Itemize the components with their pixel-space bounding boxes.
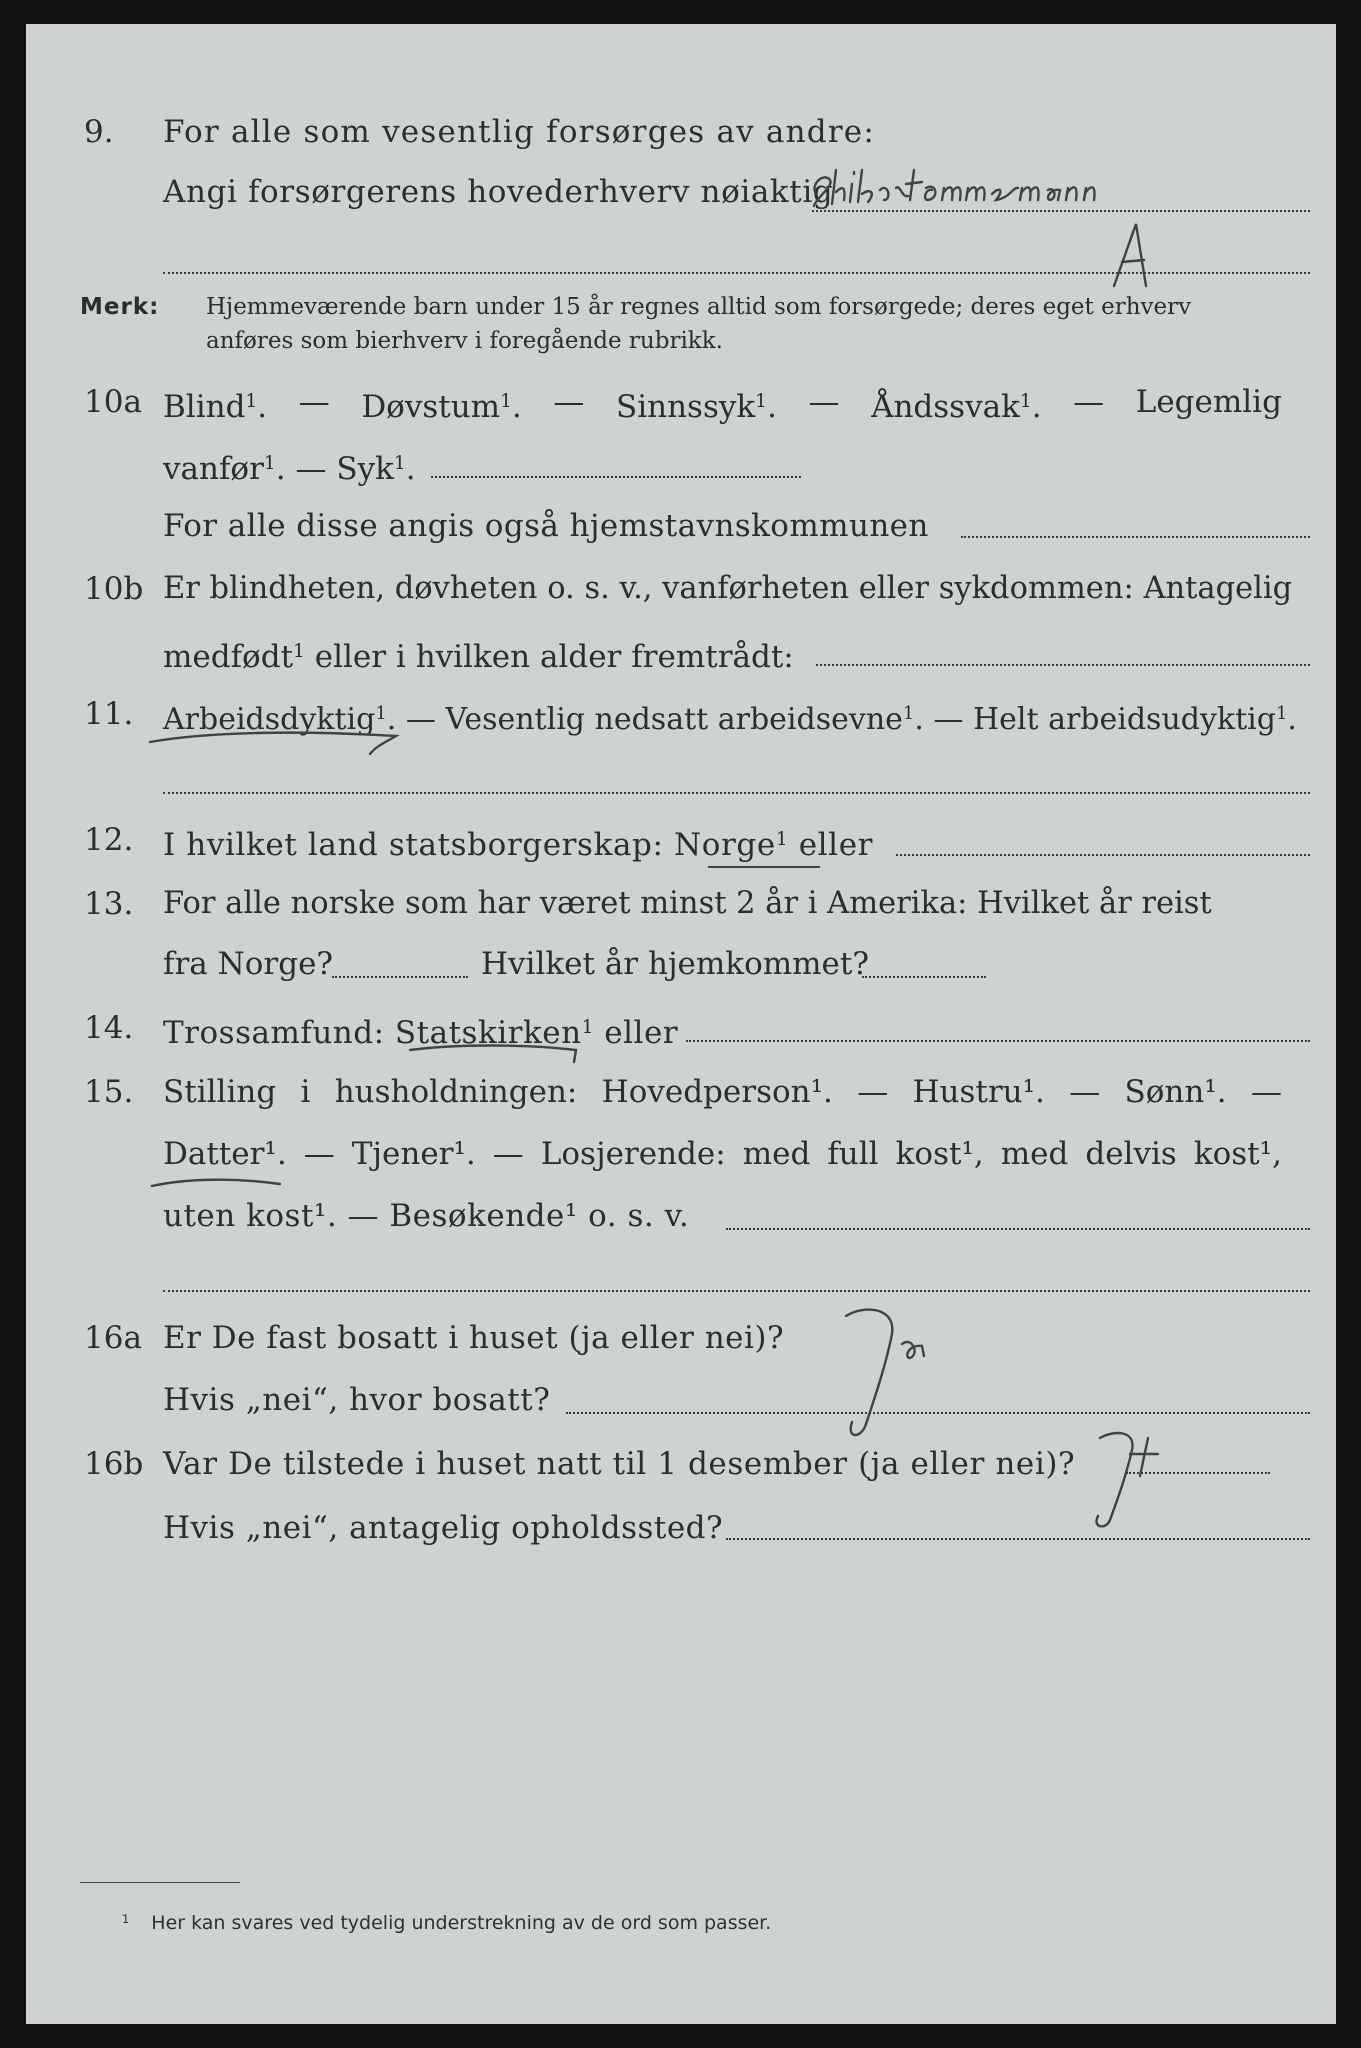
q9-text-2: Angi forsørgerens hovederhverv nøiaktig (163, 174, 834, 210)
footnote-mark: 1 (122, 1912, 130, 1926)
q9-handwritten-mark (1106, 216, 1166, 296)
q15-w: full (827, 1136, 879, 1172)
q11-nedsatt: — Vesentlig nedsatt arbeidsevne (405, 701, 903, 737)
q13-number: 13. (84, 886, 134, 922)
q11-text: Arbeidsdyktig$^1$. — Vesentlig nedsatt arbeidsevne$^1$. — Helt arbeidsudyktig$^1$. (163, 701, 1297, 737)
q15-w: husholdningen: (334, 1074, 578, 1110)
q15-text-3: uten kost¹. — Besøkende¹ o. s. v. (163, 1198, 690, 1234)
q15-line1-words (163, 1072, 1282, 1112)
q13-reist-line (332, 976, 468, 978)
q16b-number: 16b (84, 1446, 144, 1482)
q15-w: med (742, 1136, 811, 1172)
q15-losjerende: Losjerende: (540, 1136, 726, 1172)
q9-number: 9. (84, 114, 114, 150)
q13-hjemkommet-line (862, 976, 986, 978)
dash: — (1069, 1074, 1101, 1110)
q11-answer-line (163, 792, 1310, 794)
q16b-answer-line-1 (1126, 1472, 1270, 1474)
q15-line2-words (163, 1134, 1282, 1174)
q11-number: 11. (84, 696, 134, 732)
q10a-syk-line (431, 476, 801, 478)
dash: — (857, 1074, 889, 1110)
q15-tjener: Tjener¹. (351, 1136, 476, 1172)
q11-handwritten-underline (146, 724, 406, 764)
census-form-page (26, 24, 1336, 2024)
q10b-line2-text: medfødt$^1$ eller i hvilken alder fremtrådt: (163, 639, 794, 676)
q12-norge-underline (708, 866, 820, 868)
q15-answer-line (726, 1228, 1310, 1230)
q10a-syk: — Syk (295, 451, 394, 488)
footnote (122, 1912, 771, 1934)
q9-answer-line-2 (163, 272, 1310, 274)
q16b-handwritten-answer (1066, 1424, 1186, 1544)
q12-label: I hvilket land statsborgerskap: (163, 827, 664, 864)
q16a-handwritten-answer (816, 1294, 986, 1464)
q10a-line2-text: vanfør$^1$. — Syk$^1$. (163, 451, 416, 488)
q15-sonn: Sønn¹. (1124, 1074, 1227, 1110)
dash: — (1073, 384, 1105, 420)
q10a-dovstum: Døvstum (361, 389, 501, 426)
q11-udyktig: — Helt arbeidsudyktig (933, 701, 1276, 737)
q14-answer-line (686, 1040, 1310, 1042)
q12-text: I hvilket land statsborgerskap: Norge$^1$ eller (163, 827, 874, 864)
q16b-text-1: Var De tilstede i huset natt til 1 desember (ja eller nei)? (163, 1446, 1076, 1482)
q14-eller: eller (604, 1015, 679, 1052)
q15-w: med (1000, 1136, 1069, 1172)
q16b-text-2: Hvis „nei“, antagelig opholdssted? (163, 1510, 724, 1546)
dash: — (808, 384, 840, 420)
dash: — (492, 1136, 524, 1172)
q15-w: Stilling (163, 1074, 277, 1110)
q12-norge: Norge (674, 827, 776, 864)
q15-hustru: Hustru¹. (912, 1074, 1045, 1110)
q15-hovedperson: Hovedperson¹. (601, 1074, 833, 1110)
q15-datter: Datter¹. (163, 1136, 287, 1172)
q14-label: Trossamfund: (163, 1015, 385, 1052)
q12-eller: eller (798, 827, 874, 864)
q15-w: kost¹, (1193, 1136, 1282, 1172)
merk-text: Hjemmeværende barn under 15 år regnes alltid som forsørgede; deres eget erhverv anføres som bierhverv i foregående rubrikk. (206, 294, 1192, 354)
q12-answer-line (896, 854, 1310, 856)
q16a-number: 16a (84, 1320, 142, 1356)
footnote-rule (80, 1882, 240, 1883)
dash: — (553, 384, 585, 420)
q9-handwritten-answer (796, 164, 1336, 214)
q14-statskirken: Statskirken (394, 1015, 582, 1052)
q14-text: Trossamfund: Statskirken$^1$ eller (163, 1015, 679, 1052)
q10a-sinnssyk: Sinnssyk (615, 389, 756, 426)
q10a-blind: Blind (163, 389, 246, 426)
q15-w: kost¹, (895, 1136, 984, 1172)
q10a-andssvak: Åndssvak (871, 389, 1020, 426)
dash: — (303, 1136, 335, 1172)
q10b-answer-line (816, 664, 1310, 666)
q15-answer-line-2 (163, 1290, 1310, 1292)
q10a-number: 10a (84, 384, 142, 420)
q10b-alder: eller i hvilken alder fremtrådt: (304, 639, 794, 676)
merk-label: Merk: (80, 294, 160, 320)
q10a-options: Blind$^1$. — Døvstum$^1$. — Sinnssyk$^1$. — Åndssvak$^1$. — Legemlig (163, 384, 1282, 426)
q13-hjemkommet: Hvilket år hjemkommet? (481, 946, 869, 982)
q16a-text-1: Er De fast bosatt i huset (ja eller nei)? (163, 1320, 785, 1356)
dash: — (1250, 1074, 1282, 1110)
q10a-answer-line (961, 536, 1310, 538)
q13-text-1: For alle norske som har været minst 2 år i Amerika: Hvilket år reist (163, 886, 1212, 921)
q10a-text-3: For alle disse angis også hjemstavnskommunen (163, 508, 929, 544)
q15-w: i (300, 1074, 311, 1110)
q16b-answer-line-2 (726, 1538, 1310, 1540)
dash: — (298, 384, 330, 420)
q15-number: 15. (84, 1074, 134, 1110)
q10a-vanfor: vanfør (163, 451, 264, 488)
q16a-answer-line (566, 1412, 1310, 1414)
q10b-number: 10b (84, 571, 144, 607)
footnote-text: Her kan svares ved tydelig understrekning av de ord som passer. (151, 1912, 772, 1935)
q12-number: 12. (84, 822, 134, 858)
q10b-medfodt: medfødt (163, 639, 294, 676)
q10a-legemlig: Legemlig (1135, 384, 1282, 420)
q14-handwritten-underline (406, 1040, 586, 1070)
q16a-text-2: Hvis „nei“, hvor bosatt? (163, 1382, 551, 1418)
q14-number: 14. (84, 1010, 134, 1046)
q10b-text-1: Er blindheten, døvheten o. s. v., vanførheten eller sykdommen: Antagelig (163, 571, 1293, 606)
q9-text-1: For alle som vesentlig forsørges av andre: (163, 114, 875, 150)
q13-reist: fra Norge? (163, 946, 334, 982)
q15-w: delvis (1085, 1136, 1177, 1172)
q11-arbeidsdyktig: Arbeidsdyktig (163, 701, 376, 737)
